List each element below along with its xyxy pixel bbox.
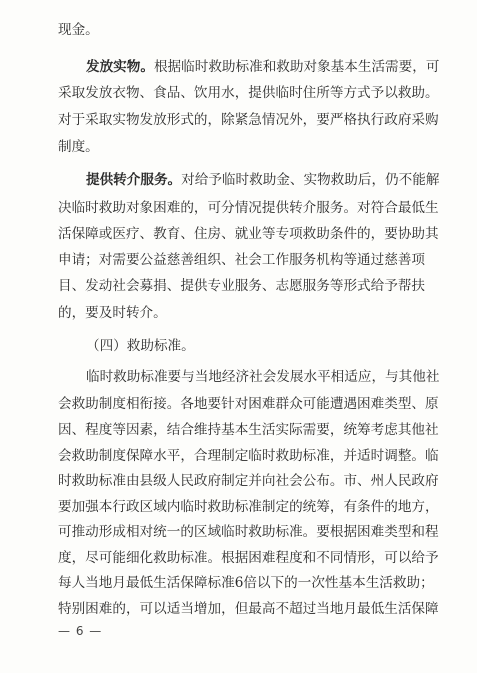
- text-line: [58, 304, 456, 322]
- body-text: 目、发动社会募捐、提供专业服务、志愿服务等形式给予帮扶: [58, 278, 426, 294]
- text-line: [58, 472, 456, 490]
- body-text: 根据临时救助标准和救助对象基本生活需要，可: [153, 59, 440, 75]
- text-line: [58, 600, 456, 618]
- text-line: [58, 395, 456, 413]
- body-text: 对给予临时救助金、实物救助后，仍不能解: [181, 172, 440, 188]
- text-line: [58, 574, 456, 592]
- text-line: [58, 225, 456, 243]
- body-text: 可推动形成相对统一的区域临时救助标准。要根据困难类型和程: [58, 524, 439, 540]
- page-number: — 6 —: [58, 624, 103, 638]
- text-line: [58, 498, 456, 516]
- text-line: [86, 171, 456, 189]
- text-line: [58, 21, 456, 39]
- body-text: 制度。: [58, 139, 99, 155]
- body-text: 时救助标准由县级人民政府制定并向社会公布。市、州人民政府: [58, 473, 439, 489]
- body-text: 采取发放衣物、食品、饮用水，提供临时住所等方式予以救助。: [58, 85, 439, 101]
- body-text: 每人当地月最低生活保障标准6倍以下的一次性基本生活救助；: [58, 575, 434, 591]
- bold-heading-text: 提供转介服务。: [86, 172, 182, 188]
- text-line: [86, 337, 456, 355]
- body-text: （四）救助标准。: [86, 338, 195, 354]
- text-line: [58, 138, 456, 156]
- text-line: [58, 549, 456, 567]
- body-text: 要加强本行政区域内临时救助标准制定的统筹，有条件的地方，: [58, 499, 439, 515]
- text-line: [86, 368, 456, 386]
- body-text: 活保障或医疗、教育、住房、就业等专项救助条件的，要协助其: [58, 226, 439, 242]
- text-line: [58, 251, 456, 269]
- body-text: 会救助制度相衔接。各地要针对困难群众可能遭遇困难类型、原: [58, 396, 439, 412]
- text-line: [86, 58, 456, 76]
- text-line: [58, 523, 456, 541]
- text-line: [58, 277, 456, 295]
- text-line: [58, 447, 456, 465]
- bold-heading-text: 发放实物。: [86, 59, 154, 75]
- body-text: 临时救助标准要与当地经济社会发展水平相适应，与其他社: [86, 369, 440, 385]
- body-text: 会救助制度保障水平，合理制定临时救助标准，并适时调整。临: [58, 448, 439, 464]
- text-line: [58, 111, 456, 129]
- text-line: [58, 84, 456, 102]
- body-text: 申请；对需要公益慈善组织、社会工作服务机构等通过慈善项: [58, 252, 426, 268]
- body-text: 因、程度等因素，结合维持基本生活实际需要，统筹考虑其他社: [58, 422, 439, 438]
- body-text: 现金。: [58, 22, 99, 38]
- text-line: [58, 199, 456, 217]
- body-text: 对于采取实物发放形式的，除紧急情况外，要严格执行政府采购: [58, 112, 439, 128]
- body-text: 特别困难的，可以适当增加，但最高不超过当地月最低生活保障: [58, 601, 439, 617]
- text-line: [58, 421, 456, 439]
- body-text: 决临时救助对象困难的，可分情况提供转介服务。对符合最低生: [58, 200, 439, 216]
- body-text: 度，尽可能细化救助标准。根据困难程度和不同情形，可以给予: [58, 550, 439, 566]
- body-text: 的，要及时转介。: [58, 305, 167, 321]
